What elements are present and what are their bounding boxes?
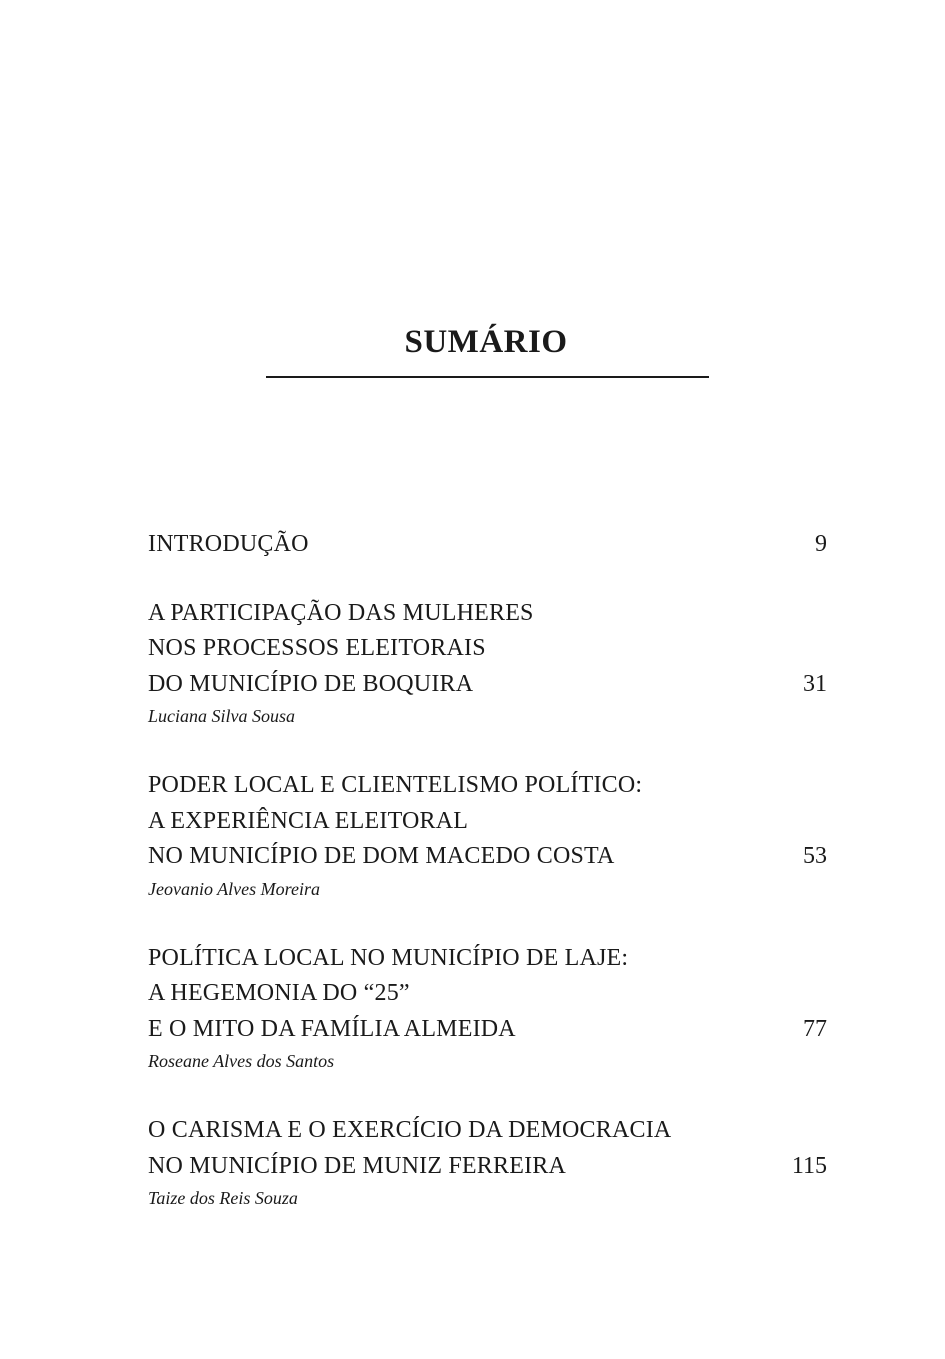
entry-page-number: 31 bbox=[803, 670, 827, 697]
table-of-contents bbox=[148, 527, 827, 1250]
page-title: SUMÁRIO bbox=[404, 324, 568, 360]
entry-page-number: 115 bbox=[791, 1152, 827, 1179]
entry-title-line: A PARTICIPAÇÃO DAS MULHERES bbox=[148, 599, 534, 626]
entry-author: Taize dos Reis Souza bbox=[148, 1188, 298, 1208]
entry-title-line: INTRODUÇÃO bbox=[148, 531, 309, 557]
entry-title bbox=[148, 768, 827, 875]
entry-title-line: POLÍTICA LOCAL NO MUNICÍPIO DE LAJE: bbox=[148, 944, 629, 971]
entry-title-line: A HEGEMONIA DO “25” bbox=[148, 980, 410, 1006]
entry-author: Roseane Alves dos Santos bbox=[148, 1051, 335, 1071]
entry-title bbox=[148, 596, 827, 703]
entry-page-number: 77 bbox=[803, 1015, 827, 1042]
entry-title-line: PODER LOCAL E CLIENTELISMO POLÍTICO: bbox=[148, 772, 643, 798]
entry-page-number: 53 bbox=[803, 843, 827, 869]
entry-title-line: NOS PROCESSOS ELEITORAIS bbox=[148, 635, 486, 661]
entry-author: Luciana Silva Sousa bbox=[148, 706, 295, 726]
toc-entry-introducao[interactable] bbox=[148, 527, 827, 563]
entry-title-line: O CARISMA E O EXERCÍCIO DA DEMOCRACIA bbox=[148, 1117, 672, 1143]
toc-entry-chapter-1[interactable] bbox=[148, 596, 827, 731]
entry-title-line: E O MITO DA FAMÍLIA ALMEIDA bbox=[148, 1015, 516, 1042]
toc-entry-chapter-4[interactable] bbox=[148, 1113, 827, 1212]
toc-entry-chapter-3[interactable] bbox=[148, 941, 827, 1076]
entry-page-number: 9 bbox=[815, 531, 827, 557]
entry-title-line: A EXPERIÊNCIA ELEITORAL bbox=[148, 807, 469, 834]
entry-title bbox=[148, 1113, 827, 1184]
entry-title bbox=[148, 941, 827, 1048]
entry-title bbox=[148, 527, 827, 563]
title-underline-rule bbox=[266, 376, 709, 378]
entry-title-line: DO MUNICÍPIO DE BOQUIRA bbox=[148, 670, 474, 697]
entry-title-line: NO MUNICÍPIO DE MUNIZ FERREIRA bbox=[148, 1152, 566, 1179]
entry-author: Jeovanio Alves Moreira bbox=[148, 878, 320, 899]
toc-entry-chapter-2[interactable] bbox=[148, 768, 827, 903]
entry-title-line: NO MUNICÍPIO DE DOM MACEDO COSTA bbox=[148, 843, 615, 869]
